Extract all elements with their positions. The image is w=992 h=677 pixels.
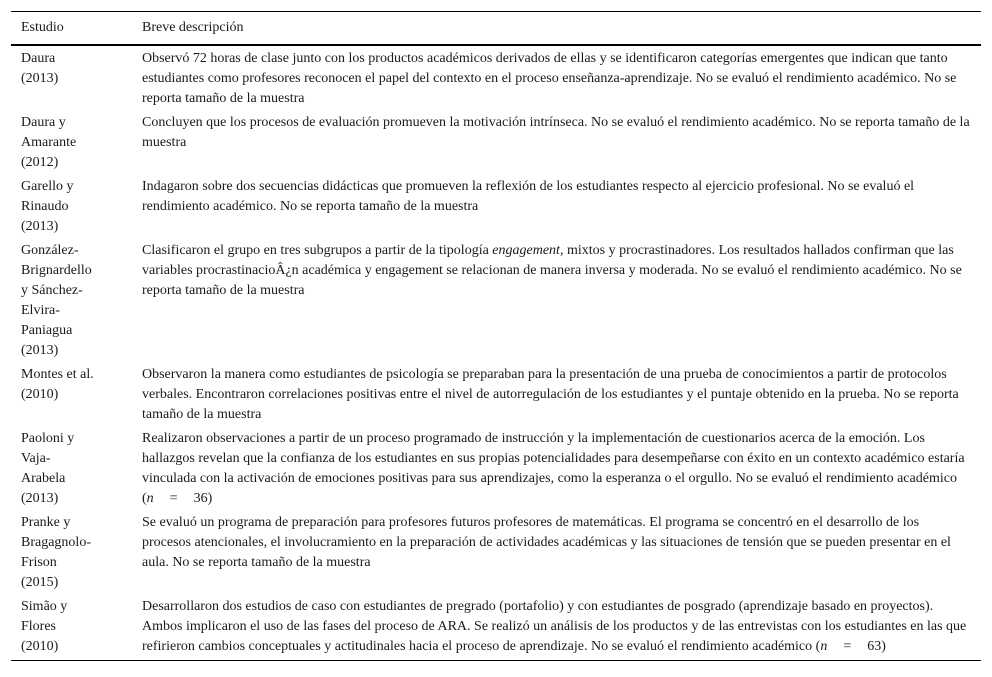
table-row: [11, 595, 981, 661]
description-cell: [132, 239, 981, 363]
sample-size-equals: =: [169, 491, 178, 506]
description-cell: [132, 595, 981, 661]
study-cell: [11, 427, 132, 511]
studies-table-container: [11, 11, 981, 661]
table-row: [11, 239, 981, 363]
study-line: Frison: [21, 555, 57, 570]
study-cell: [11, 45, 132, 111]
study-line: (2013): [21, 71, 59, 86]
study-line: González-: [21, 243, 79, 258]
table-row: [11, 427, 981, 511]
studies-table: [11, 11, 981, 661]
study-line: Paniagua: [21, 323, 73, 338]
table-row: [11, 363, 981, 427]
sample-size-symbol: n: [146, 491, 154, 506]
study-cell: [11, 111, 132, 175]
description-text: ): [881, 639, 886, 654]
study-line: (2013): [21, 491, 59, 506]
description-cell: Se evaluó un programa de preparación para profesores futuros profesores de matemáticas. El programa se concentró en el desarrollo de los procesos atencionales, el involucramiento en la preparación de actividades académicas y las situaciones de tensión que se pueden presentar en el aula. No se reporta tamaño de la muestra: [142, 515, 951, 570]
description-text: ): [207, 491, 213, 506]
sample-size-value: 36: [193, 491, 208, 506]
description-italic-term: engagement: [492, 243, 560, 258]
study-line: (2013): [21, 343, 59, 358]
table-row: [11, 45, 981, 111]
study-line: (2010): [21, 639, 59, 654]
study-line: Elvira-: [21, 303, 60, 318]
description-cell: Concluyen que los procesos de evaluación promueven la motivación intrínseca. No se evaluó el rendimiento académico. No se reporta tamaño de la muestra: [142, 115, 970, 150]
study-line: Daura y: [21, 115, 66, 130]
study-line: Flores: [21, 619, 56, 634]
header-study: Estudio: [11, 12, 132, 46]
study-line: Amarante: [21, 135, 77, 150]
study-line: (2012): [21, 155, 59, 170]
description-cell: Observó 72 horas de clase junto con los productos académicos derivados de ellas y se identificaron categorías emergentes que indican que tanto estudiantes como profesores reconocen el papel del contexto en el proceso enseñanza-aprendizaje. No se evaluó el rendimiento académico. No se reporta tamaño de la muestra: [142, 51, 957, 106]
study-line: (2015): [21, 575, 59, 590]
table-row: [11, 111, 981, 175]
study-line: (2013): [21, 219, 59, 234]
header-row: [11, 12, 981, 46]
study-line: y Sánchez-: [21, 283, 83, 298]
study-line: Brignardello: [21, 263, 92, 278]
study-line: Vaja-: [21, 451, 51, 466]
study-line: Pranke y: [21, 515, 71, 530]
study-line: Rinaudo: [21, 199, 69, 214]
study-line: Daura: [21, 51, 56, 66]
study-line: Garello y: [21, 179, 74, 194]
study-line: Arabela: [21, 471, 66, 486]
description-cell: [132, 427, 981, 511]
study-line: Simão y: [21, 599, 68, 614]
description-text: Realizaron observaciones a partir de un proceso programado de instrucción y la implementación de cuestionarios acerca de la emoción. Los hallazgos revelan que la confianza de los estudiantes en sus propias potencialidades para desempeñarse con éxito en un contexto académico estaría vinculada con la activación de emociones positivas para sus aprendizajes, como la esperanza o el orgullo. No se evaluó el rendimiento académico (: [142, 431, 965, 506]
sample-size-value: 63: [867, 639, 882, 654]
description-text: , mixtos y procrastinadores. Los resultados hallados confirman que las variables procrastinacioÂ¿n académica y engagement se relacionan de manera inversa y moderada. No se evaluó el rendimiento académico. No se reporta tamaño de la muestra: [142, 243, 962, 298]
table-header: [11, 12, 981, 46]
sample-size: [820, 639, 881, 654]
study-cell: [11, 511, 132, 595]
study-line: Paoloni y: [21, 431, 75, 446]
study-line: Bragagnolo-: [21, 535, 91, 550]
study-line: (2010): [21, 387, 59, 402]
description-text: Clasificaron el grupo en tres subgrupos a partir de la tipología: [142, 243, 493, 258]
table-row: [11, 175, 981, 239]
study-cell: [11, 175, 132, 239]
description-text: Desarrollaron dos estudios de caso con estudiantes de pregrado (portafolio) y con estudiantes de posgrado (aprendizaje basado en proyectos). Ambos implicaron el uso de las fases del proceso de ARA. Se realizó un análisis de los productos y de las entrevistas con los estudiantes en las que refirieron cambios conceptuales y actitudinales hacia el proceso de aprendizaje. No se evaluó el rendimiento académico (: [142, 599, 967, 654]
study-cell: [11, 595, 132, 661]
study-cell: [11, 363, 132, 427]
header-description: Breve descripción: [132, 12, 981, 46]
study-line: Montes et al.: [21, 367, 94, 382]
table-row: [11, 511, 981, 595]
sample-size-equals: =: [843, 639, 852, 654]
table-body: [11, 45, 981, 661]
description-cell: Observaron la manera como estudiantes de psicología se preparaban para la presentación de una prueba de conocimientos a partir de protocolos verbales. Encontraron correlaciones positivas entre el nivel de autorregulación de los estudiantes y el puntaje obtenido en la prueba. No se reporta tamaño de la muestra: [142, 367, 959, 422]
sample-size: [147, 491, 208, 506]
sample-size-symbol: n: [820, 639, 828, 654]
study-cell: [11, 239, 132, 363]
description-cell: Indagaron sobre dos secuencias didácticas que promueven la reflexión de los estudiantes respecto al ejercicio profesional. No se evaluó el rendimiento académico. No se reporta tamaño de la muestra: [142, 179, 915, 214]
